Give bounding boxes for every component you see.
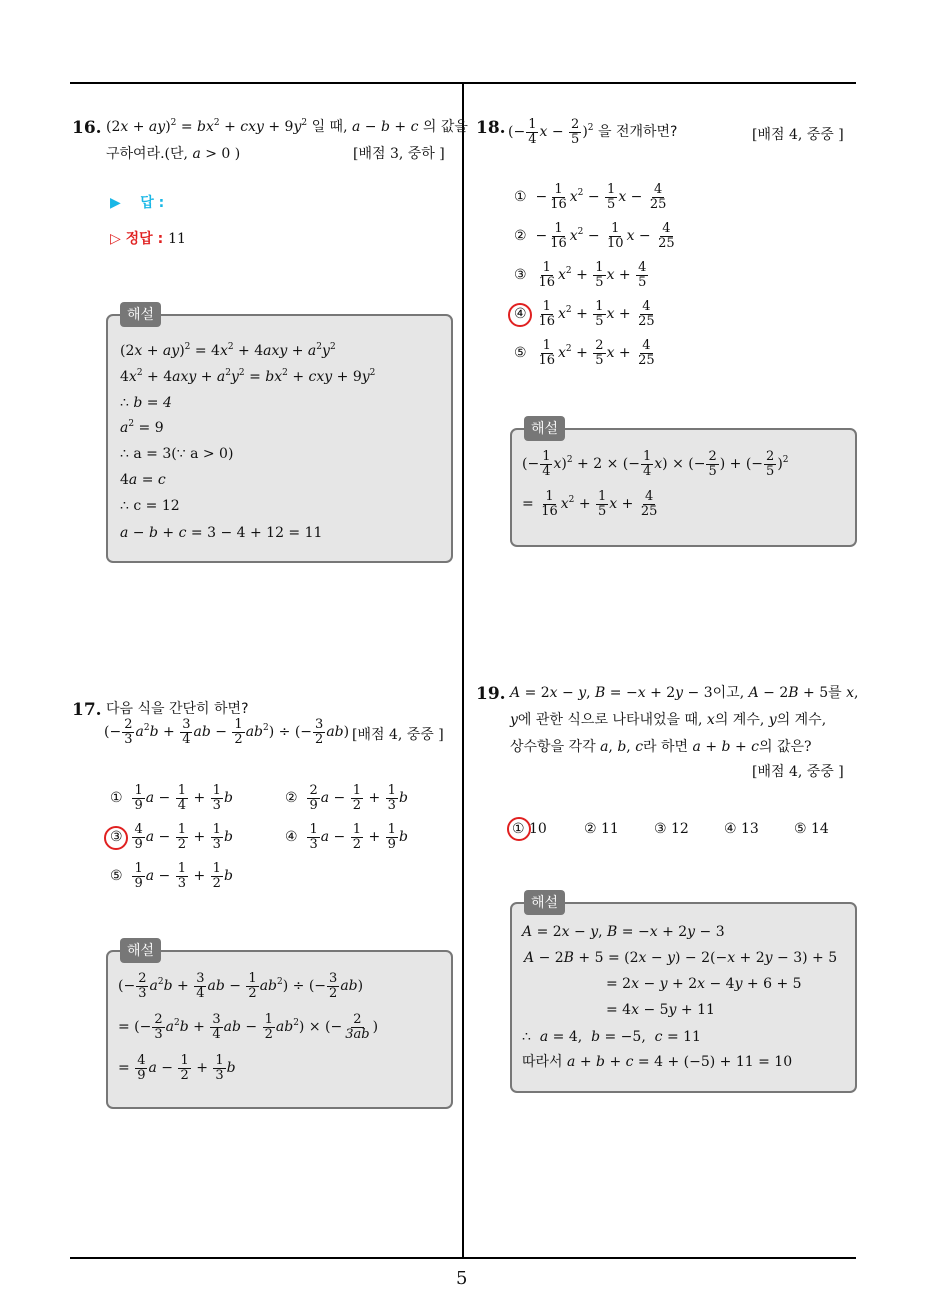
q19-line1: A = 2x − y, B = −x + 2y − 3이고, A − 2B + 5를 x, <box>510 685 859 701</box>
q17-option-3: ③ $\frac{4}{9}$ a − $\frac{1}{2}$ + $\frac{1}{3}$ b <box>110 822 233 852</box>
q17-expression: (− $\frac{2}{3}$ $a^2b$ + $\frac{3}{4}$ ab − $\frac{1}{2}$ $ab^2$) ÷ (− $\frac{3}{2}$ ab) <box>104 717 350 747</box>
q16-score: [배점 3, 중하 ] <box>353 146 445 162</box>
q16-sol-7: ∴ c = 12 <box>120 498 180 514</box>
q19-sol-5: ∴ a = 4, b = −5, c = 11 <box>522 1029 701 1045</box>
page-number: 5 <box>456 1268 468 1289</box>
q18-explanation-box <box>510 428 857 547</box>
q16-line1: $(2x + ay)^2 = bx^2$ + cxy + $9y^2$ 일 때, a − b + c 의 값을 <box>106 118 468 135</box>
q17-sol-1: (− $\frac{2}{3}$ $a^2b$ + $\frac{3}{4}$ ab − $\frac{1}{2}$ $ab^2$) ÷ (− $\frac{3}{2}$ ab) <box>118 971 364 1001</box>
q17-option-5: ⑤ $\frac{1}{9}$ a − $\frac{1}{3}$ + $\frac{1}{2}$ b <box>110 861 233 891</box>
q19-option-3: ③ 12 <box>654 821 689 837</box>
q19-explanation-tag: 해설 <box>524 890 565 915</box>
q17-sol-2: = (− $\frac{2}{3}$ $a^2b$ + $\frac{3}{4}$ ab − $\frac{1}{2}$ $ab^2$) × (− $\frac{2}{3ab}$ ) <box>118 1012 379 1042</box>
q19-line3: 상수항을 각각 a, b, c라 하면 a + b + c의 값은? <box>510 739 812 755</box>
q18-sol-2: = $\frac{1}{16}$ $x^2$ + $\frac{1}{5}$ x + $\frac{4}{25}$ <box>522 489 658 519</box>
q18-number: 18. <box>476 118 506 138</box>
q18-sol-1: (− $\frac{1}{4}$ x)$^2$ + 2 × (− $\frac{1}{4}$ x) × (− $\frac{2}{5}$ ) + (− $\frac{2}{5}$ )$^2$ <box>522 449 789 479</box>
q17-option-2: ② $\frac{2}{9}$ a − $\frac{1}{2}$ + $\frac{1}{3}$ b <box>285 783 408 813</box>
q19-option-5: ⑤ 14 <box>794 821 829 837</box>
q16-number: 16. <box>72 118 102 138</box>
q18-question: (− $\frac{1}{4}$ x − $\frac{2}{5}$ )$^2$ 을 전개하면? <box>508 117 678 147</box>
q17-explanation-tag: 해설 <box>120 938 161 963</box>
q18-option-3: ③ $\frac{1}{16}$ $x^2$ + $\frac{1}{5}$ x + $\frac{4}{5}$ <box>514 260 647 290</box>
q17-score: [배점 4, 중중 ] <box>352 727 444 743</box>
q16-sol-3: ∴ b = 4 <box>120 395 172 411</box>
q19-number: 19. <box>476 684 506 704</box>
q18-answer-mark <box>508 303 532 327</box>
q19-sol-1: A = 2x − y, B = −x + 2y − 3 <box>522 924 725 940</box>
q17-option-4: ④ $\frac{1}{3}$ a − $\frac{1}{2}$ + $\frac{1}{9}$ b <box>285 822 408 852</box>
q18-score: [배점 4, 중중 ] <box>752 127 844 143</box>
q18-explanation-tag: 해설 <box>524 416 565 441</box>
q18-option-5: ⑤ $\frac{1}{16}$ $x^2$ + $\frac{2}{5}$ x + $\frac{4}{25}$ <box>514 338 655 368</box>
q16-answer-label: ▶ 답 : <box>110 195 165 211</box>
q16-sol-5: ∴ a = 3(∵ a > 0) <box>120 446 234 462</box>
triangle-icon: ▷ <box>110 231 121 247</box>
q19-line2: y에 관한 식으로 나타내었을 때, x의 계수, y의 계수, <box>510 712 827 728</box>
bottom-rule <box>70 1257 856 1259</box>
q18-option-1: ① − $\frac{1}{16}$ $x^2$ − $\frac{1}{5}$ x − $\frac{4}{25}$ <box>514 182 667 212</box>
q17-number: 17. <box>72 700 102 720</box>
q18-option-4: ④ $\frac{1}{16}$ $x^2$ + $\frac{1}{5}$ x + $\frac{4}{25}$ <box>514 299 655 329</box>
q16-sol-6: 4a = c <box>120 472 166 488</box>
q19-sol-4: = 4x − 5y + 11 <box>606 1002 715 1018</box>
q16-line2: 구하여라.(단, a > 0 ) <box>106 146 241 162</box>
q17-question: 다음 식을 간단히 하면? <box>106 701 249 717</box>
column-divider <box>462 82 464 1258</box>
q17-option-1: ① $\frac{1}{9}$ a − $\frac{1}{4}$ + $\frac{1}{3}$ b <box>110 783 233 813</box>
q19-sol-6: 따라서 a + b + c = 4 + (−5) + 11 = 10 <box>522 1054 793 1070</box>
q17-sol-3: = $\frac{4}{9}$ a − $\frac{1}{2}$ + $\frac{1}{3}$ b <box>118 1053 236 1083</box>
q16-sol-8: a − b + c = 3 − 4 + 12 = 11 <box>120 525 323 541</box>
q19-answer-mark <box>507 817 531 841</box>
q19-option-4: ④ 13 <box>724 821 759 837</box>
q19-option-1: ① 10 <box>512 821 547 837</box>
q16-correct-label: ▷ 정답 : 11 <box>110 231 186 247</box>
q17-answer-mark <box>104 826 128 850</box>
q19-option-2: ② 11 <box>584 821 619 837</box>
play-icon: ▶ <box>110 195 121 211</box>
q19-score: [배점 4, 중중 ] <box>752 764 844 780</box>
q16-sol-4: $a^2 = 9$ <box>120 419 164 436</box>
q16-sol-1: $(2x + ay)^2 = 4x^2 + 4axy + a^2y^2$ <box>120 342 336 359</box>
q16-explanation-tag: 해설 <box>120 302 161 327</box>
q16-sol-2: $4x^2 + 4axy + a^2y^2 = bx^2$ + cxy + $9y^2$ <box>120 368 376 385</box>
q18-option-2: ② − $\frac{1}{16}$ $x^2$ − $\frac{1}{10}$ x − $\frac{4}{25}$ <box>514 221 675 251</box>
q19-sol-2: A − 2B + 5 = (2x − y) − 2(−x + 2y − 3) + 5 <box>524 950 838 966</box>
q19-sol-3: = 2x − y + 2x − 4y + 6 + 5 <box>606 976 802 992</box>
